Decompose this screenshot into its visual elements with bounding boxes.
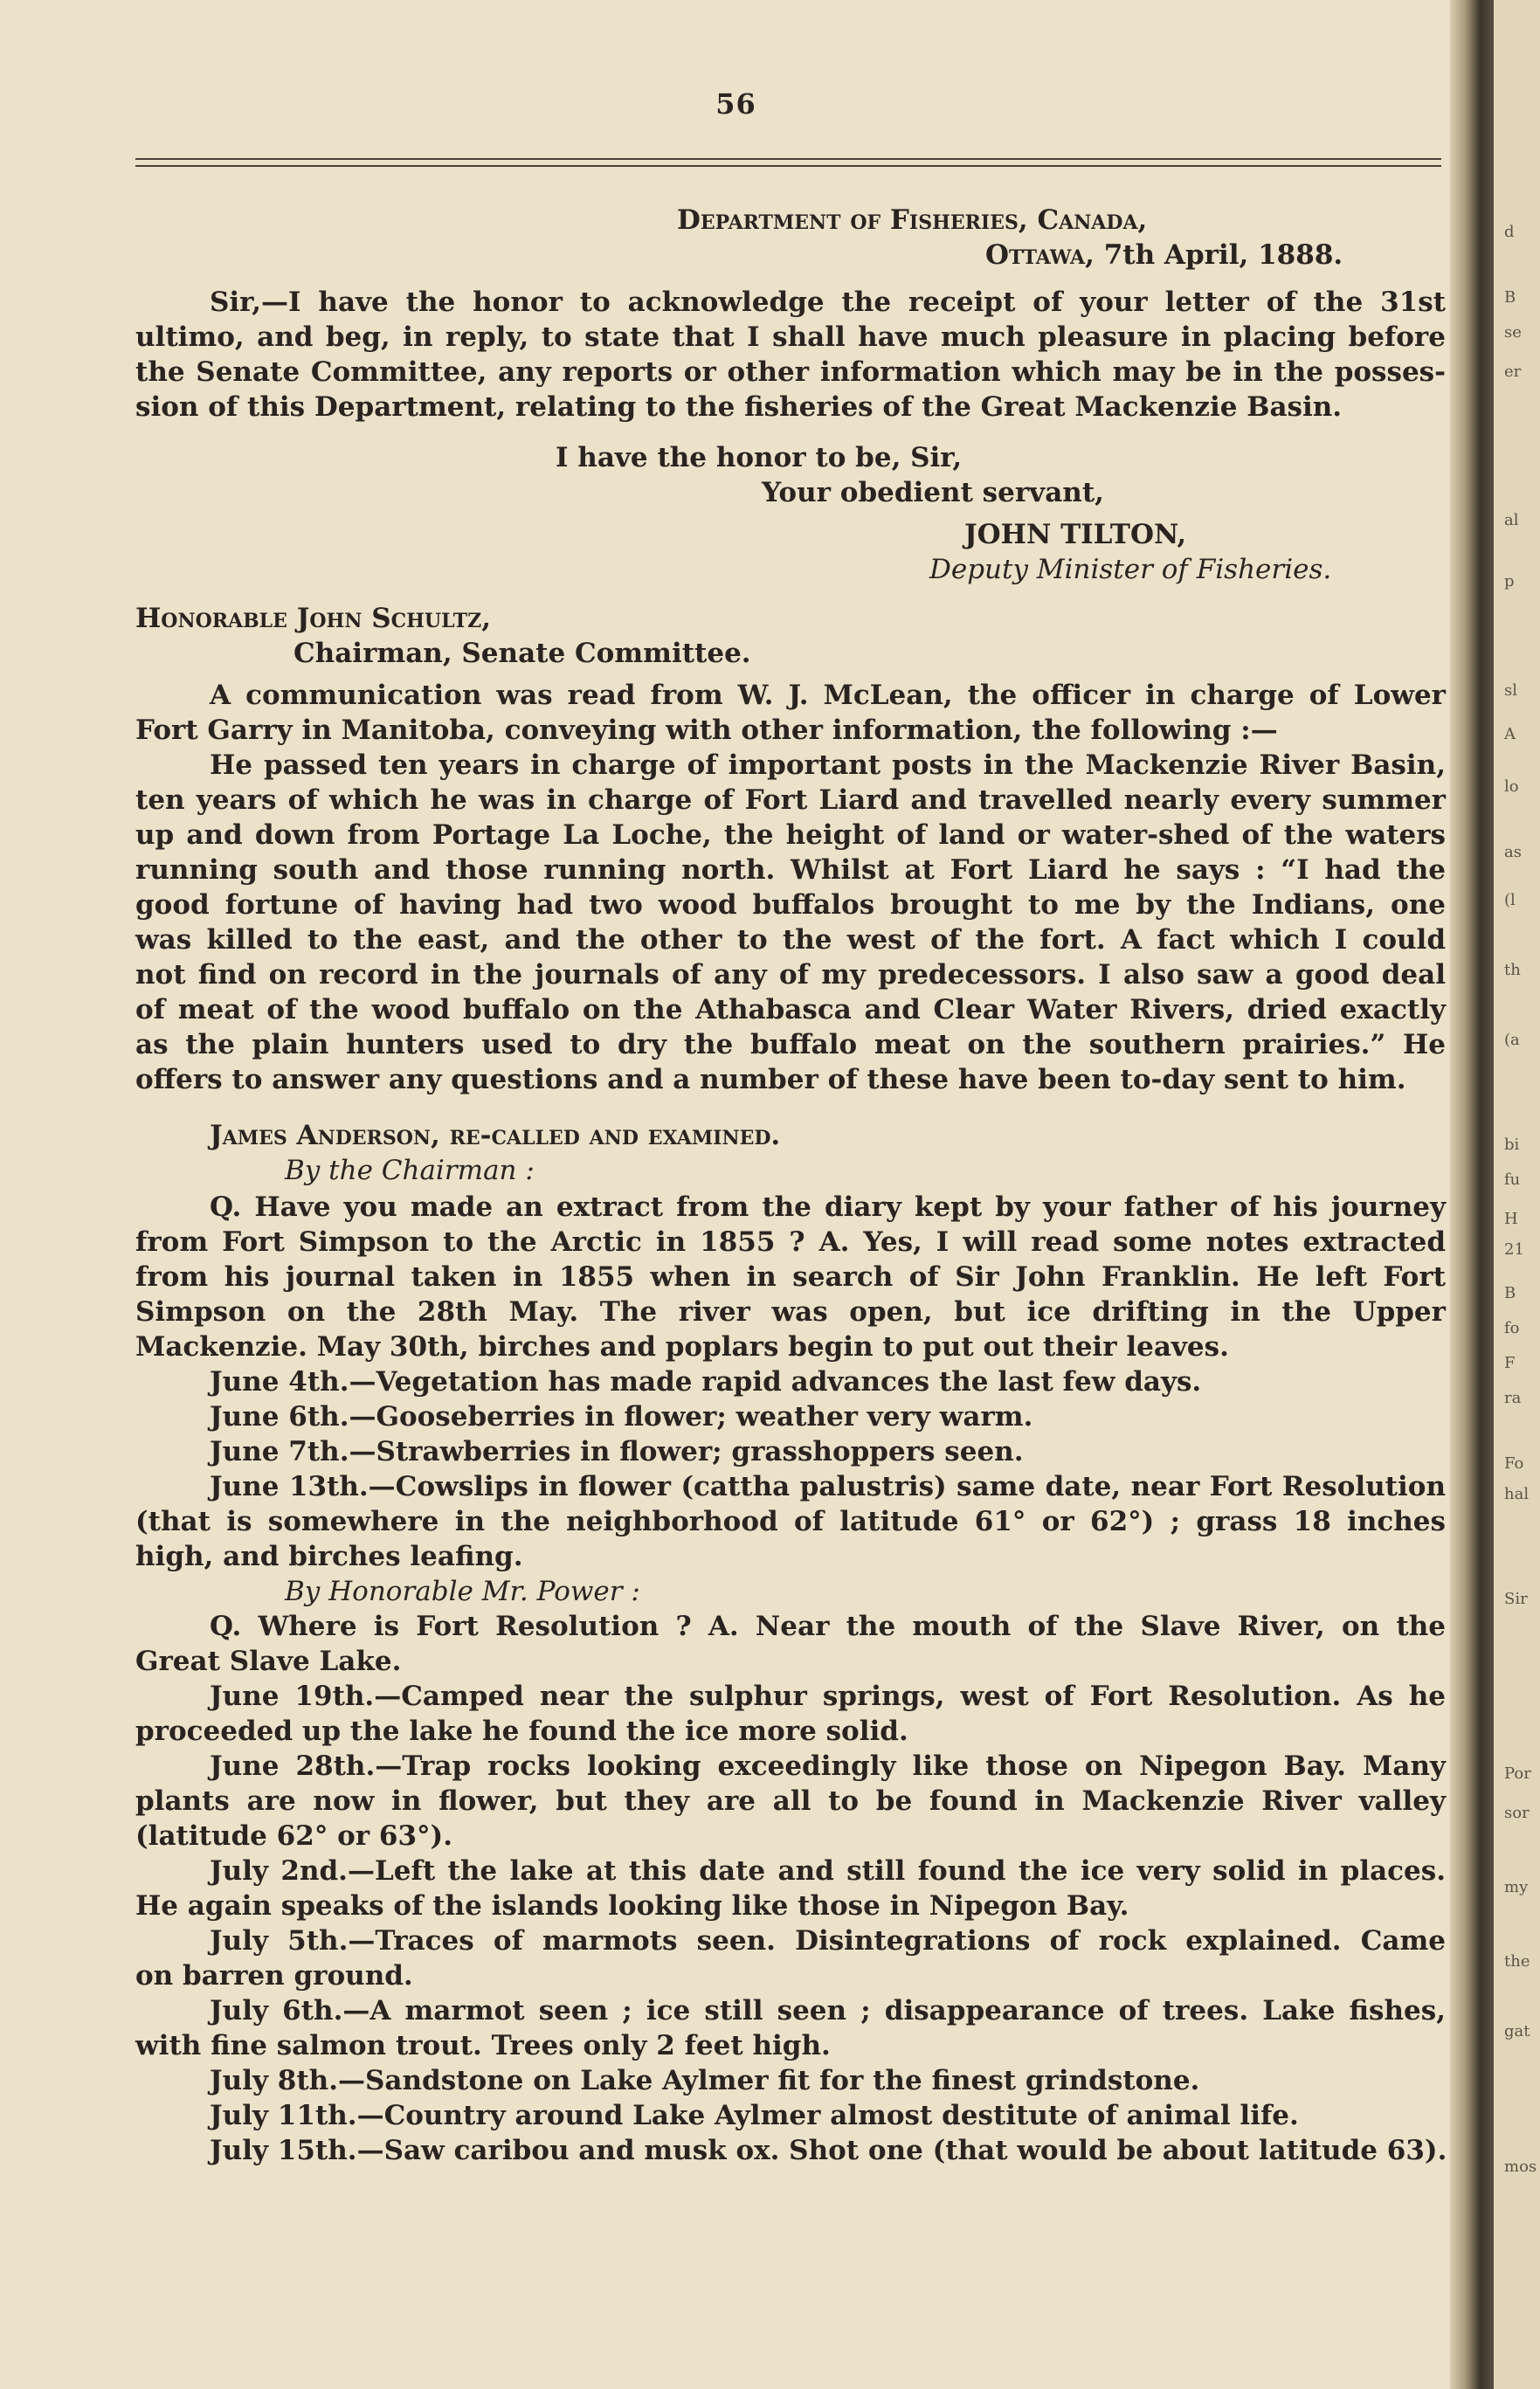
- adjacent-page-text-fragment: se: [1504, 323, 1522, 342]
- testimony-line: Mackenzie. May 30th, birches and poplars begin to put out their leaves.: [135, 1331, 1229, 1363]
- testimony-line: June 19th.—Camped near the sulphur springs, west of Fort Resolution. As he: [210, 1681, 1446, 1712]
- adjacent-page-text-fragment: F: [1504, 1354, 1516, 1372]
- book-gutter: [1450, 0, 1494, 2389]
- testimony-line: June 13th.—Cowslips in flower (cattha palustris) same date, near Fort Resolution: [210, 1471, 1446, 1502]
- communication-line: not find on record in the journals of any of my predecessors. I also saw a good deal: [135, 959, 1446, 991]
- page-number: 56: [715, 87, 756, 121]
- testimony-line: Q. Have you made an extract from the diary kept by your father of his journey: [210, 1191, 1446, 1223]
- letter-department: Department of Fisheries, Canada,: [677, 204, 1148, 236]
- testimony-line: Simpson on the 28th May. The river was open, but ice drifting in the Upper: [135, 1296, 1446, 1328]
- adjacent-page-text-fragment: lo: [1504, 777, 1519, 796]
- communication-line: running south and those running north. Whilst at Fort Liard he says : “I had the: [135, 854, 1446, 886]
- adjacent-page-text-fragment: hal: [1504, 1485, 1530, 1503]
- testimony-line: (latitude 62° or 63°).: [135, 1820, 453, 1852]
- examiner-heading: By Honorable Mr. Power :: [285, 1576, 640, 1607]
- communication-line: offers to answer any questions and a number of these have been to-day sent to him.: [135, 1064, 1406, 1095]
- adjacent-page-text-fragment: the: [1504, 1952, 1530, 1971]
- communication-line: as the plain hunters used to dry the buffalo meat on the southern prairies.” He: [135, 1029, 1446, 1060]
- header-rule: [135, 158, 1441, 160]
- testimony-line: high, and birches leafing.: [135, 1541, 523, 1572]
- adjacent-page-text-fragment: 21: [1504, 1240, 1524, 1259]
- adjacent-page-text-fragment: sl: [1504, 681, 1517, 700]
- letter-closing: I have the honor to be, Sir,: [556, 442, 963, 473]
- letter-body-line: sion of this Department, relating to the fisheries of the Great Mackenzie Basin.: [135, 391, 1343, 423]
- testimony-line: July 5th.—Traces of marmots seen. Disintegrations of rock explained. Came: [210, 1925, 1446, 1957]
- adjacent-page-text-fragment: H: [1504, 1210, 1518, 1228]
- adjacent-page-text-fragment: fu: [1504, 1170, 1521, 1189]
- letter-addressee: Chairman, Senate Committee.: [293, 638, 751, 669]
- testimony-line: July 11th.—Country around Lake Aylmer almost destitute of animal life.: [210, 2100, 1299, 2131]
- adjacent-page-text-fragment: Por: [1504, 1764, 1531, 1783]
- adjacent-page-text-fragment: er: [1504, 362, 1522, 381]
- testimony-line: proceeded up the lake he found the ice more solid.: [135, 1716, 908, 1747]
- letter-body-line: the Senate Committee, any reports or other information which may be in the posses-: [135, 356, 1446, 388]
- letter-place-date: [985, 238, 1343, 273]
- testimony-line: June 6th.—Gooseberries in flower; weather very warm.: [210, 1401, 1033, 1433]
- testimony-line: with fine salmon trout. Trees only 2 feet high.: [135, 2030, 831, 2061]
- testimony-line: July 2nd.—Left the lake at this date and still found the ice very solid in places.: [210, 1855, 1446, 1887]
- testimony-line: July 15th.—Saw caribou and musk ox. Shot one (that would be about latitude 63).: [210, 2135, 1447, 2166]
- adjacent-page-text-fragment: my: [1504, 1878, 1529, 1896]
- adjacent-page-text-fragment: as: [1504, 843, 1522, 861]
- communication-line: ten years of which he was in charge of Fort Liard and travelled nearly every summer: [135, 784, 1446, 816]
- testimony-line: June 7th.—Strawberries in flower; grasshoppers seen.: [210, 1436, 1024, 1467]
- communication-line: He passed ten years in charge of important posts in the Mackenzie River Basin,: [210, 749, 1446, 781]
- letter-closing: Your obedient servant,: [762, 477, 1104, 508]
- testimony-line: from Fort Simpson to the Arctic in 1855 ? A. Yes, I will read some notes extracted: [135, 1226, 1446, 1258]
- testimony-line: July 8th.—Sandstone on Lake Aylmer fit for the finest grindstone.: [210, 2065, 1200, 2096]
- testimony-line: July 6th.—A marmot seen ; ice still seen ; disappearance of trees. Lake fishes,: [210, 1995, 1446, 2027]
- adjacent-page-text-fragment: (l: [1504, 891, 1516, 909]
- testimony-line: from his journal taken in 1855 when in search of Sir John Franklin. He left Fort: [135, 1261, 1446, 1293]
- letter-body-line: ultimo, and beg, in reply, to state that I shall have much pleasure in placing before: [135, 321, 1446, 353]
- adjacent-page-text-fragment: al: [1504, 511, 1519, 529]
- header-rule-secondary: [135, 165, 1441, 167]
- adjacent-page-text-fragment: th: [1504, 961, 1521, 979]
- communication-line: was killed to the east, and the other to the west of the fort. A fact which I could: [135, 924, 1446, 956]
- adjacent-page-text-fragment: mos: [1504, 2158, 1537, 2176]
- communication-line: Fort Garry in Manitoba, conveying with other information, the following :—: [135, 715, 1278, 746]
- testimony-line: June 4th.—Vegetation has made rapid advances the last few days.: [210, 1366, 1202, 1398]
- communication-line: up and down from Portage La Loche, the height of land or water-shed of the waters: [135, 819, 1446, 851]
- adjacent-page-text-fragment: B: [1504, 288, 1516, 307]
- adjacent-page-text-fragment: (a: [1504, 1031, 1520, 1049]
- letter-signature-title: Deputy Minister of Fisheries.: [929, 554, 1332, 585]
- adjacent-page-text-fragment: d: [1504, 223, 1515, 241]
- adjacent-page-text-fragment: Fo: [1504, 1454, 1524, 1473]
- adjacent-page-text-fragment: sor: [1504, 1804, 1530, 1822]
- examiner-heading: By the Chairman :: [285, 1155, 535, 1186]
- adjacent-page-text-fragment: B: [1504, 1284, 1516, 1302]
- adjacent-page-text-fragment: fo: [1504, 1319, 1520, 1337]
- adjacent-page-text-fragment: bi: [1504, 1136, 1520, 1154]
- letter-date: 7th April, 1888.: [1094, 239, 1343, 271]
- communication-line: good fortune of having had two wood buffalos brought to me by the Indians, one: [135, 889, 1446, 921]
- adjacent-page-text-fragment: ra: [1504, 1389, 1522, 1407]
- adjacent-page-text-fragment: Sir: [1504, 1590, 1528, 1608]
- communication-line: A communication was read from W. J. McLean, the officer in charge of Lower: [210, 680, 1446, 711]
- letter-body-line: Sir,—I have the honor to acknowledge the receipt of your letter of the 31st: [210, 287, 1446, 318]
- testimony-line: on barren ground.: [135, 1960, 413, 1992]
- letter-addressee: Honorable John Schultz,: [135, 603, 491, 634]
- testimony-line: June 28th.—Trap rocks looking exceedingly like those on Nipegon Bay. Many: [210, 1750, 1446, 1782]
- adjacent-page-text-fragment: gat: [1504, 2022, 1530, 2040]
- witness-heading: James Anderson, re-called and examined.: [210, 1120, 781, 1151]
- testimony-line: (that is somewhere in the neighborhood of latitude 61° or 62°) ; grass 18 inches: [135, 1506, 1446, 1537]
- letter-place: Ottawa,: [985, 239, 1095, 271]
- testimony-line: plants are now in flower, but they are all to be found in Mackenzie River valley: [135, 1785, 1446, 1817]
- testimony-line: Q. Where is Fort Resolution ? A. Near the mouth of the Slave River, on the: [210, 1611, 1446, 1642]
- adjacent-page-text-fragment: A: [1504, 725, 1516, 743]
- letter-signature: JOHN TILTON,: [964, 519, 1187, 550]
- communication-line: of meat of the wood buffalo on the Athabasca and Clear Water Rivers, dried exactly: [135, 994, 1446, 1025]
- testimony-line: Great Slave Lake.: [135, 1646, 402, 1677]
- testimony-line: He again speaks of the islands looking like those in Nipegon Bay.: [135, 1890, 1129, 1922]
- adjacent-page-text-fragment: p: [1504, 572, 1515, 590]
